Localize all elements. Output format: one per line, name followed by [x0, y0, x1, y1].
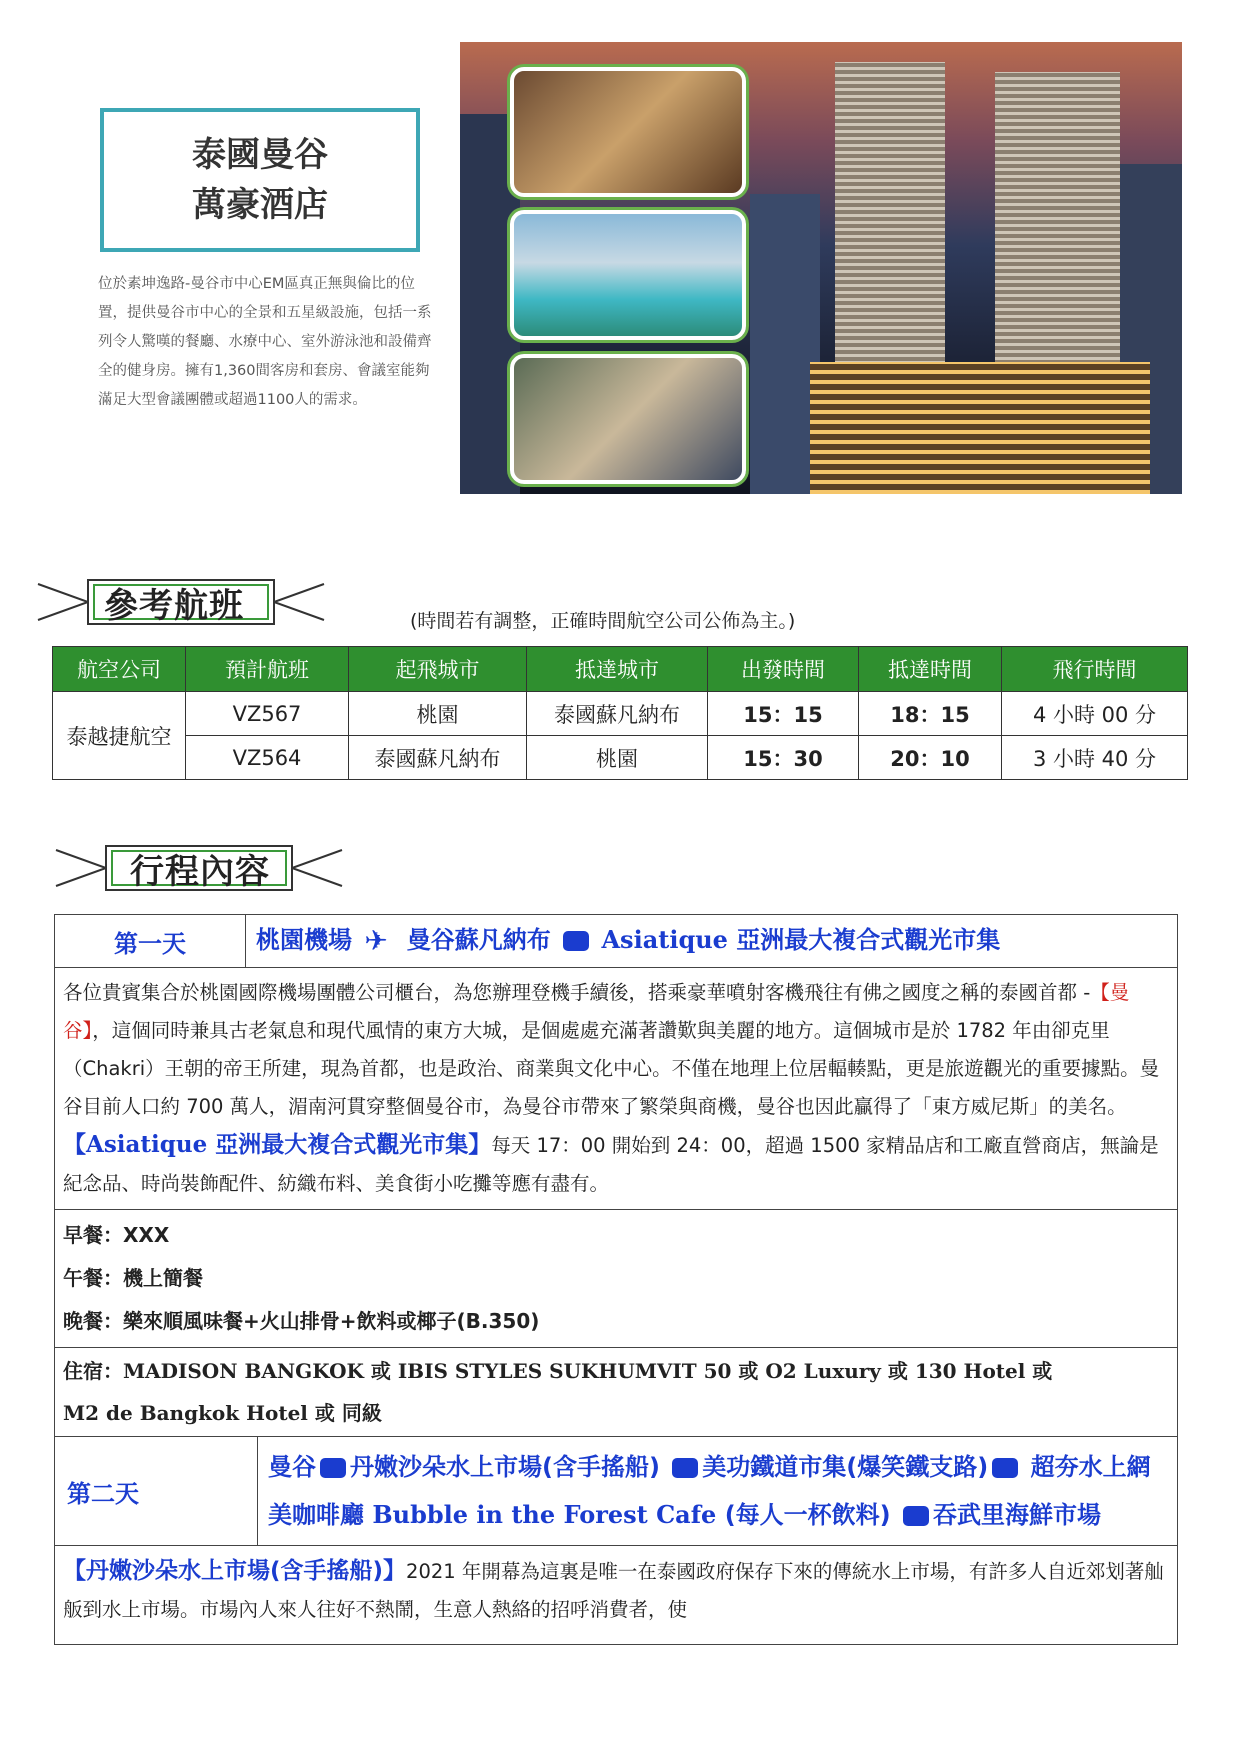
- day2-label: 第二天: [55, 1437, 258, 1545]
- col-to: 抵達城市: [527, 647, 708, 692]
- stay-line2: M2 de Bangkok Hotel 或 同級: [63, 1401, 382, 1425]
- day1-p1a: 各位貴賓集合於桃園國際機場團體公司櫃台，為您辦理登機手續後，搭乘豪華噴射客機飛往有佛之國度之稱的泰國首都 -: [63, 981, 1091, 1004]
- depart-cell: 15：30: [708, 736, 859, 780]
- day1-meals: [55, 1210, 1177, 1348]
- day1-title-b: 曼谷蘇凡納布: [406, 926, 551, 954]
- col-depart: 出發時間: [708, 647, 859, 692]
- day1-title-c: Asiatique: [601, 925, 728, 954]
- tuktuk-photo: [510, 354, 746, 484]
- col-from: 起飛城市: [349, 647, 527, 692]
- day2-title: [258, 1437, 1177, 1545]
- col-airline: 航空公司: [53, 647, 186, 692]
- hotel-photo: [460, 42, 1182, 494]
- flight-cell: VZ567: [186, 692, 349, 736]
- pool-photo: [510, 210, 746, 340]
- day2-t3: 美功鐵道市集(爆笑鐵支路): [702, 1453, 989, 1481]
- day1-title-d: 亞洲最大複合式觀光市集: [736, 926, 1001, 954]
- duration-cell: 3 小時 40 分: [1002, 736, 1188, 780]
- stay-line1: 住宿：MADISON BANGKOK 或 IBIS STYLES SUKHUMVIT 50 或 O2 Luxury 或 130 Hotel 或: [63, 1359, 1053, 1383]
- itinerary-heading-label: 行程內容: [130, 852, 270, 892]
- to-cell: 桃園: [527, 736, 708, 780]
- day2-t1: 曼谷: [268, 1453, 316, 1481]
- duration-cell: 4 小時 00 分: [1002, 692, 1188, 736]
- bus-icon: [903, 1506, 929, 1526]
- hotel-description: 位於素坤逸路-曼谷市中心EM區真正無與倫比的位置，提供曼谷市中心的全景和五星級設施，包括一系列令人驚嘆的餐廳、水療中心、室外游泳池和設備齊全的健身房。擁有1,360間客房和套房、會議室能夠滿足大型會議團體或超過1100人的需求。: [98, 276, 432, 408]
- col-duration: 飛行時間: [1002, 647, 1188, 692]
- dinner: 晚餐：樂來順風味餐+火山排骨+飲料或椰子(B.350): [63, 1309, 540, 1333]
- breakfast: 早餐：XXX: [63, 1223, 170, 1247]
- day2-t4: 超夯水上網美咖啡廳: [268, 1453, 1151, 1529]
- arrive-cell: 20：10: [859, 736, 1002, 780]
- day1-accommodation: [55, 1348, 1177, 1437]
- hotel-title-line2: 萬豪酒店: [192, 185, 328, 225]
- hotel-podium: [810, 362, 1150, 494]
- bus-icon: [563, 931, 589, 951]
- table-row: [53, 736, 1188, 780]
- day2-t2: 丹嫩沙朵水上市場(含手搖船): [350, 1453, 660, 1481]
- day1-title-a: 桃園機場: [256, 926, 352, 954]
- day2-t6: (每人一杯飲料): [724, 1501, 891, 1529]
- day1-p1b: ，這個同時兼具古老氣息和現代風情的東方大城，是個處處充滿著讚歎與美麗的地方。這個城市是於 1782 年由卻克里（Chakri）王朝的帝王所建，現為首都，也是政治、商業與文化中心。不僅在地理上位居輻輳點，更是旅遊觀光的重要據點。曼谷目前人口約 700 萬人，湄南河貫穿整個曼谷市，為曼谷市帶來了繁榮與商機，曼谷也因此贏得了「東方威尼斯」的美名。: [63, 1019, 1160, 1118]
- day2-header: [55, 1437, 1177, 1546]
- day1-p2: 每天 17：00 開始到 24：00，超過 1500 家精品店和工廠直營商店，無論是紀念品、時尚裝飾配件、紡織布料、美食街小吃攤等應有盡有。: [63, 1134, 1159, 1195]
- from-cell: 泰國蘇凡納布: [349, 736, 527, 780]
- hotel-title-box: [100, 108, 420, 252]
- hotel-hero: [50, 30, 1190, 575]
- itinerary-table: [54, 914, 1178, 1645]
- arrive-cell: 18：15: [859, 692, 1002, 736]
- bangkok-highlight: 【曼谷】: [63, 981, 1130, 1042]
- day1-label: 第一天: [55, 915, 246, 967]
- day1-header: [55, 915, 1177, 968]
- day1-description: [55, 968, 1177, 1210]
- hotel-tower-right: [995, 72, 1120, 402]
- lunch: 午餐：機上簡餐: [63, 1266, 203, 1290]
- airline-cell: 泰越捷航空: [53, 692, 186, 780]
- bus-icon: [672, 1458, 698, 1478]
- hotel-tower-left: [835, 62, 945, 392]
- table-row: [53, 692, 1188, 736]
- from-cell: 桃園: [349, 692, 527, 736]
- col-arrive: 抵達時間: [859, 647, 1002, 692]
- col-flight: 預計航班: [186, 647, 349, 692]
- floating-market-highlight: 【丹嫩沙朵水上市場(含手搖船)】: [63, 1558, 407, 1584]
- day2-p1: 2021 年開幕為這裏是唯一在泰國政府保存下來的傳統水上市場，有許多人自近郊划著舢舨到水上市場。市場內人來人往好不熱鬧，生意人熱絡的招呼消費者，使: [63, 1560, 1164, 1621]
- itinerary-heading: [54, 842, 344, 892]
- hotel-title-line1: 泰國曼谷: [192, 135, 328, 175]
- to-cell: 泰國蘇凡納布: [527, 692, 708, 736]
- day1-title: [246, 915, 1177, 967]
- flights-table: [52, 646, 1188, 780]
- flights-note: (時間若有調整，正確時間航空公司公佈為主。): [410, 610, 796, 632]
- lobby-photo: [510, 67, 746, 197]
- bus-icon: [320, 1458, 346, 1478]
- day2-description: [55, 1546, 1177, 1644]
- flights-heading-label: 參考航班: [104, 586, 244, 626]
- day2-t5: Bubble in the Forest Cafe: [372, 1500, 717, 1529]
- bus-icon: [992, 1458, 1018, 1478]
- flights-heading: [36, 576, 326, 626]
- asiatique-highlight: 【Asiatique 亞洲最大複合式觀光市集】: [63, 1131, 492, 1158]
- flight-cell: VZ564: [186, 736, 349, 780]
- day2-t7: 吞武里海鮮市場: [932, 1501, 1101, 1529]
- depart-cell: 15：15: [708, 692, 859, 736]
- airplane-icon: [364, 931, 394, 951]
- table-header-row: [53, 647, 1188, 692]
